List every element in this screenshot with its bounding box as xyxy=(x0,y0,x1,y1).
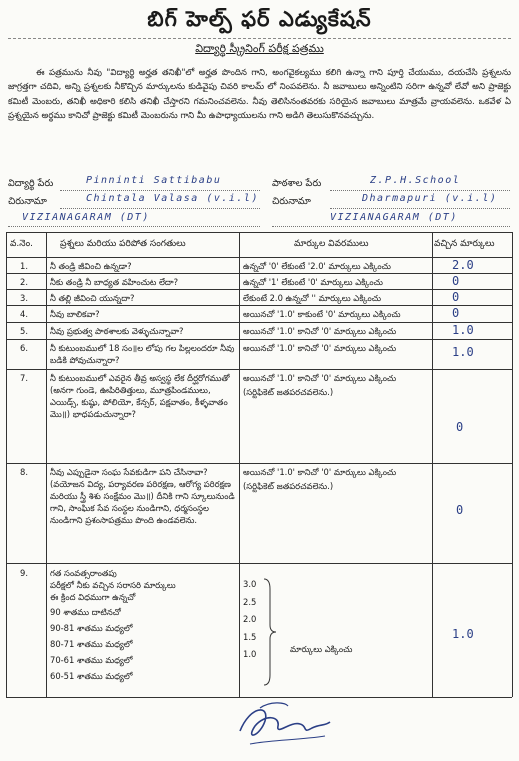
school-name-value[interactable]: Z.P.H.School xyxy=(370,175,461,186)
row-2-question: నీకు తండ్రి నీ బాధ్యత వహించుట లేదా? xyxy=(50,277,179,287)
table-border-right xyxy=(512,232,513,697)
row-9-slab-marks xyxy=(243,576,263,664)
address-value-right-2[interactable]: VIZIANAGARAM (DT) xyxy=(330,212,458,223)
address-line-right-1 xyxy=(330,208,510,209)
table-row-line xyxy=(6,289,512,290)
row-8-certificate-note: (సర్టిఫికెట్ జతపరచవలెను.) xyxy=(243,481,334,491)
address-label-right: చిరునామా xyxy=(272,196,311,207)
row-9-line: పరీక్షలో నీకు వచ్చిన సరాసరి మార్కులు xyxy=(50,580,176,590)
form-title: బిగ్ హెల్ప్ ఫర్ ఎడ్యుకేషన్ xyxy=(147,6,372,31)
slab-mark: 3.0 xyxy=(243,579,257,589)
row-6-marks-rule: అయినచో '1.0' కానిచో '0' మార్కులు ఎక్కించు xyxy=(243,343,397,353)
form-subtitle: విద్యార్థి స్క్రీనింగ్ పరీక్ష పత్రము xyxy=(195,42,324,55)
table-row-line xyxy=(6,369,512,370)
row-5-number: 5. xyxy=(20,326,28,336)
table-col-divider xyxy=(46,232,47,697)
title-divider xyxy=(8,38,511,39)
row-5-question: నీవు ప్రభుత్వ పాఠశాలకు వెళ్ళుచున్నావా? xyxy=(50,326,184,336)
address-label-left: చిరునామా xyxy=(8,196,47,207)
row-9-marks-rule: మార్కులు ఎక్కించు xyxy=(290,644,353,654)
row-8-obtained[interactable]: 0 xyxy=(456,503,464,517)
row-9-obtained[interactable]: 1.0 xyxy=(452,627,474,641)
row-4-number: 4. xyxy=(20,309,28,319)
table-row-line xyxy=(6,273,512,274)
row-1-question: నీ తండ్రి జీవించి ఉన్నడా? xyxy=(50,261,132,271)
curly-brace-icon xyxy=(262,577,278,687)
row-9-range: 70-61 శాతము మధ్యలో xyxy=(50,655,133,665)
address-line-left-1 xyxy=(60,208,260,209)
row-8-marks-rule: అయినచో '1.0' కానిచో '0' మార్కులు ఎక్కించు xyxy=(243,467,397,477)
student-name-value[interactable]: Pinninti Sattibabu xyxy=(86,175,222,186)
table-row-line xyxy=(6,257,512,258)
address-value-left-1[interactable]: Chintala Valasa (v.i.l) xyxy=(86,193,259,204)
school-name-line xyxy=(330,190,510,191)
row-3-obtained[interactable]: 0 xyxy=(452,290,460,304)
signature-image xyxy=(230,696,340,751)
row-9-question xyxy=(50,567,236,603)
address-line-right-2 xyxy=(272,226,510,227)
row-2-marks-rule: ఉన్నచో '1' లేకుంటే '0' మార్కులు ఎక్కించు xyxy=(243,277,383,287)
table-row-line xyxy=(6,463,512,464)
row-9-number: 9. xyxy=(20,568,28,578)
row-3-number: 3. xyxy=(20,293,28,303)
table-col-divider xyxy=(432,232,433,697)
row-1-number: 1. xyxy=(20,261,28,271)
row-8-number: 8. xyxy=(20,467,28,477)
slab-mark: 1.0 xyxy=(243,649,257,659)
row-9-line: ఈ క్రింద విధముగా ఉన్నచో xyxy=(50,592,136,602)
row-7-question: నీ కుటుంబములో ఎవరైన తీవ్ర అస్వస్థ లేక దీర్ఘరోగముతో (అనగా గుండె, ఊపిరితిత్తులు, మూత్రపిండములు, ఎయిడ్స్, కుష్ఠు, పోలియో, కేన్సర్, పక్షవాతం, కీళ్ళవాతం మొ॥) భాధపడుచున్నారా? xyxy=(50,373,230,419)
row-9-range: 60-51 శాతము మధ్యలో xyxy=(50,671,133,681)
row-4-marks-rule: అయినచో '1.0' కాకుంటే '0' మార్కులు ఎక్కించు xyxy=(243,309,401,319)
instructions-text: ఈ పత్రమును నీవు "విద్యార్థి అర్హత తనిఖీ"లో అర్హత పొందిన గాని, అంగవైకల్యము కలిగి ఉన్నా గాని పూర్తి చేయుము, దయచేసి ప్రశ్నలను జాగ్రత్తగా చదివి, అన్ని ప్రశ్నలకు నీకొచ్చిన మార్కులను కుడివైపు చివరి కాలమ్ లో నింపవలెను. నీ జవాబులు అన్నింటిని సరిగా ఉన్నవో లేవో అని ప్రాజెక్టు కమిటీ మెంబరు, తనిఖీ అధికారి కలిసి తనిఖీ చేస్తారని గమనించవలెను. నీవు తెలిసినంతవరకు సరియైన జవాబులు మాత్రమే వ్రాయవలెను. ఒకవేళ ఏ ప్రశ్నయైన అర్థము కానిచో ప్రాజెక్టు కమిటీ మెంబరును గాని మీ ఉపాధ్యాయులను గాని అడిగి తెలుసుకొనవచ్చును. xyxy=(8,68,511,121)
row-1-marks-rule: ఉన్నచో '0' లేకుంటే '2.0' మార్కులు ఎక్కించు xyxy=(243,261,391,271)
address-value-left-2[interactable]: VIZIANAGARAM (DT) xyxy=(22,212,150,223)
table-col-divider xyxy=(239,232,240,697)
row-5-obtained[interactable]: 1.0 xyxy=(452,323,474,337)
row-9-ranges xyxy=(50,604,236,684)
row-8-question: నీవు ఎప్పుడైనా సంఘ సేవకుడిగా పని చేసినావా? (వయోజన విద్య, పర్యావరణ పరిరక్షణ, ఆరోగ్య పరిరక్షణ మరియు స్త్రీ శిశు సంక్షేమం మొ॥) దీనికి గాని స్కూలునుండి గాని, సాంఘిక సేవ సంస్థల నుండిగాని, ధర్మసంస్థల నుండిగాని ప్రశంసాపత్రము పొంది ఉండవలెను. xyxy=(50,467,235,525)
row-2-obtained[interactable]: 0 xyxy=(452,274,460,288)
table-row-line xyxy=(6,339,512,340)
table-border-left xyxy=(6,232,7,697)
table-row-line xyxy=(6,232,512,233)
header-serial: వ.నెం. xyxy=(10,239,34,249)
slab-mark: 1.5 xyxy=(243,631,257,642)
row-7-marks-rule: అయినచో '1.0' కానిచో '0' మార్కులు ఎక్కించు xyxy=(243,373,397,383)
row-9-range: 80-71 శాతము మధ్యలో xyxy=(50,639,133,649)
slab-mark: 2.5 xyxy=(243,596,257,607)
address-line-left-2 xyxy=(8,226,260,227)
row-7-number: 7. xyxy=(20,373,28,383)
row-3-marks-rule: లేకుంటే 2.0 ఉన్నచో '' మార్కులు ఎక్కించు xyxy=(243,293,381,303)
header-marks-details: మార్కుల వివరములు xyxy=(294,239,369,249)
row-4-obtained[interactable]: 0 xyxy=(452,306,460,320)
header-marks-obtained: వచ్చిన మార్కులు xyxy=(434,239,495,249)
row-2-number: 2. xyxy=(20,277,28,287)
row-6-question: నీ కుటుంబములో 18 సం॥ల లోపు గల పిల్లలందరూ నీవు బడికి పోవుచున్నారా? xyxy=(50,343,235,365)
row-6-obtained[interactable]: 1.0 xyxy=(452,345,474,359)
student-name-line xyxy=(60,190,260,191)
row-7-certificate-note: (సర్టిఫికెట్ జతపరచవలెను.) xyxy=(243,387,334,397)
table-row-line xyxy=(6,563,512,564)
student-name-label: విద్యార్థి పేరు xyxy=(8,178,54,189)
row-3-question: నీ తల్లి జీవించి యున్నదా? xyxy=(50,293,135,303)
school-name-label: పాఠశాల పేరు xyxy=(272,178,322,189)
row-9-range: 90 శాతము దాటినచో xyxy=(50,607,121,617)
row-5-marks-rule: అయినచో '1.0' కానిచో '0' మార్కులు ఎక్కించు xyxy=(243,326,397,336)
table-row-line xyxy=(6,305,512,306)
slab-mark: 2.0 xyxy=(243,614,257,624)
row-1-obtained[interactable]: 2.0 xyxy=(452,258,474,272)
table-row-line xyxy=(6,322,512,323)
row-9-range: 90-81 శాతము మధ్యలో xyxy=(50,623,133,633)
row-9-line: గత సంవత్సరాంతపు xyxy=(50,568,117,578)
row-4-question: నీవు బాలికవా? xyxy=(50,309,100,319)
header-question: ప్రశ్నలు మరియు పరిపోత సంగతులు xyxy=(60,239,186,249)
row-6-number: 6. xyxy=(20,343,28,353)
instructions xyxy=(8,66,511,123)
row-7-obtained[interactable]: 0 xyxy=(456,420,464,434)
address-value-right-1[interactable]: Dharmapuri (v.i.l) xyxy=(362,193,498,204)
